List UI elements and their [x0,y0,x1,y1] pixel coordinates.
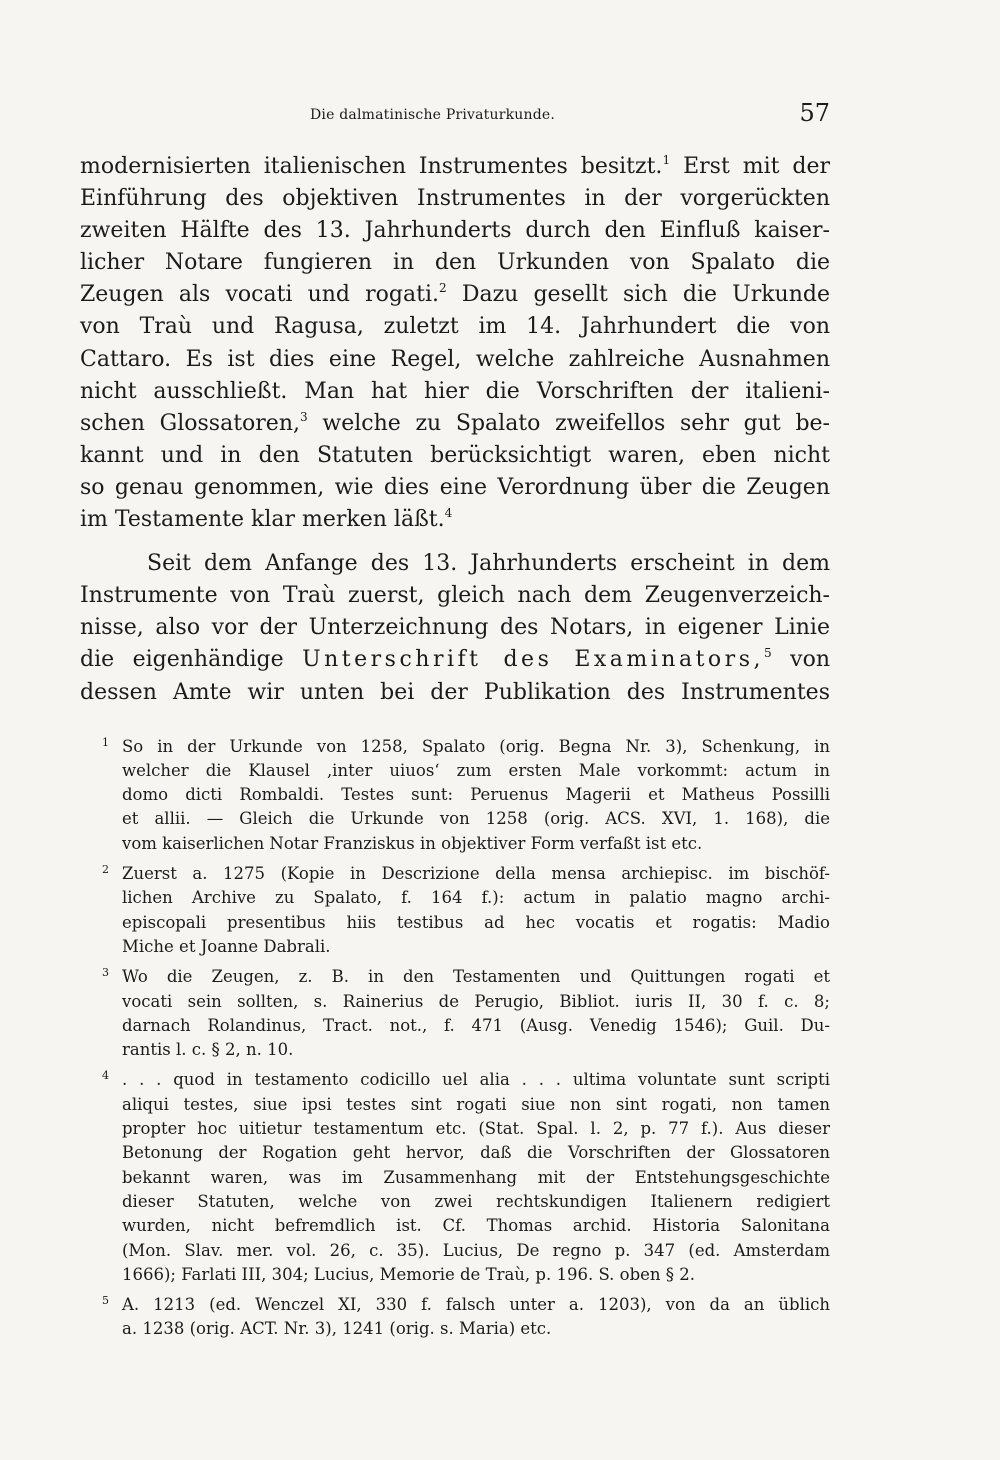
text-line: Einführung des objektiven Instrumentes in der vorgerückten [80,186,830,212]
text-line: so genau genommen, wie dies eine Verordnung über die Zeugen [80,474,830,500]
book-page [80,95,830,1348]
page-number: 57 [799,99,830,127]
footnote-mark: 2 [102,863,109,877]
text-line: Zeugen als vocati und rogati.$^2$ Dazu gesellt sich die Urkunde [80,281,830,308]
text-line: die eigenhändige Unterschrift des Examinators,$^5$ von [80,646,830,673]
text-line: Seit dem Anfange des 13. Jahrhunderts erscheint in dem [147,551,830,577]
footnote: 1 So in der Urkunde von 1258, Spalato (orig. Begna Nr. 3), Schenkung, in welcher die Klausel ‚inter uiuos‘ zum ersten Male vorkommt: actum in domo dicti Rombaldi. Testes sunt: Peruenus Magerii et Matheus Possilli et allii. — Gleich die Urkunde von 1258 (orig. ACS. XVI, 1. 168), die vom kaiserlichen Notar Franziskus in objektiver Form verfaßt ist etc. [102,735,830,853]
main-text [80,151,830,709]
text-line: nisse, also vor der Unterzeichnung des Notars, in eigener Linie [80,615,830,641]
footnote-ref: 4 [444,505,453,520]
text-line: dessen Amte wir unten bei der Publikation des Instrumentes [80,679,830,705]
text-line: nicht ausschließt. Man hat hier die Vorschriften der italieni- [80,378,830,404]
text-line: zweiten Hälfte des 13. Jahrhunderts durch den Einfluß kaiser- [80,218,830,244]
footnote-ref: 3 [299,409,308,424]
text-line: Cattaro. Es ist dies eine Regel, welche zahlreiche Ausnahmen [80,346,830,372]
footnote-mark: 4 [102,1069,109,1083]
footnote-mark: 1 [102,735,109,749]
footnote-ref: 2 [438,281,447,296]
emphasized-text: Unterschrift des Examinators, [302,647,764,673]
footnote: 5 A. 1213 (ed. Wenczel XI, 330 f. falsch unter a. 1203), von da an üblich a. 1238 (orig. ACT. Nr. 3), 1241 (orig. s. Maria) etc. [102,1294,830,1339]
footnote-ref: 1 [662,152,671,167]
footnote: 3 Wo die Zeugen, z. B. in den Testamenten und Quittungen rogati et vocati sein sollten, s. Rainerius de Perugio, Bibliot. iuris II, 30 f. c. 8; darnach Rolandinus, Tract. not., f. 471 (Ausg. Venedig 1546); Guil. Du- rantis l. c. § 2, n. 10. [102,966,830,1060]
text-line: Instrumente von Traù zuerst, gleich nach dem Zeugenverzeich- [80,583,830,609]
footnote-ref: 5 [763,646,772,661]
text-line: licher Notare fungieren in den Urkunden von Spalato die [80,250,830,276]
text-line: modernisierten italienischen Instrumentes besitzt.$^1$ Erst mit der [80,152,830,179]
footnote: 2 Zuerst a. 1275 (Kopie in Descrizione della mensa archiepisc. im bischöf- lichen Archive zu Spalato, f. 164 f.): actum in palatio magno archi- episcopali presentibus hiis testibus ad hec vocatis et rogatis: Madio Miche et Joanne Dabrali. [102,863,830,956]
text-line: im Testamente klar merken läßt.$^4$ [80,505,453,533]
footnote-mark: 3 [102,966,109,980]
page-header [80,95,830,151]
running-title: Die dalmatinische Privaturkunde. [310,107,556,123]
text-line: von Traù und Ragusa, zuletzt im 14. Jahrhundert die von [80,314,830,340]
footnote: 4 . . . quod in testamento codicillo uel alia . . . ultima voluntate sunt scripti aliqui testes, siue ipsi testes sint rogati siue non sint rogati, non tamen propter hoc uitietur testamentum etc. (Stat. Spal. l. 2, p. 77 f.). Aus dieser Betonung der Rogation geht hervor, daß die Vorschriften der Glossatoren bekannt waren, was im Zusammenhang mit der Entstehungsgeschichte dieser Statuten, welche von zwei rechtskundigen Italienern redigiert wurden, nicht befremdlich ist. Cf. Thomas archid. Historia Salonitana (Mon. Slav. mer. vol. 26, c. 35). Lucius, De regno p. 347 (ed. Amsterdam 1666); Farlati III, 304; Lucius, Memorie de Traù, p. 196. S. oben § 2. [102,1069,830,1284]
text-line: schen Glossatoren,$^3$ welche zu Spalato zweifellos sehr gut be- [80,409,830,436]
footnotes [80,735,830,1342]
text-line: kannt und in den Statuten berücksichtigt waren, eben nicht [80,442,830,468]
footnote-mark: 5 [102,1294,109,1308]
